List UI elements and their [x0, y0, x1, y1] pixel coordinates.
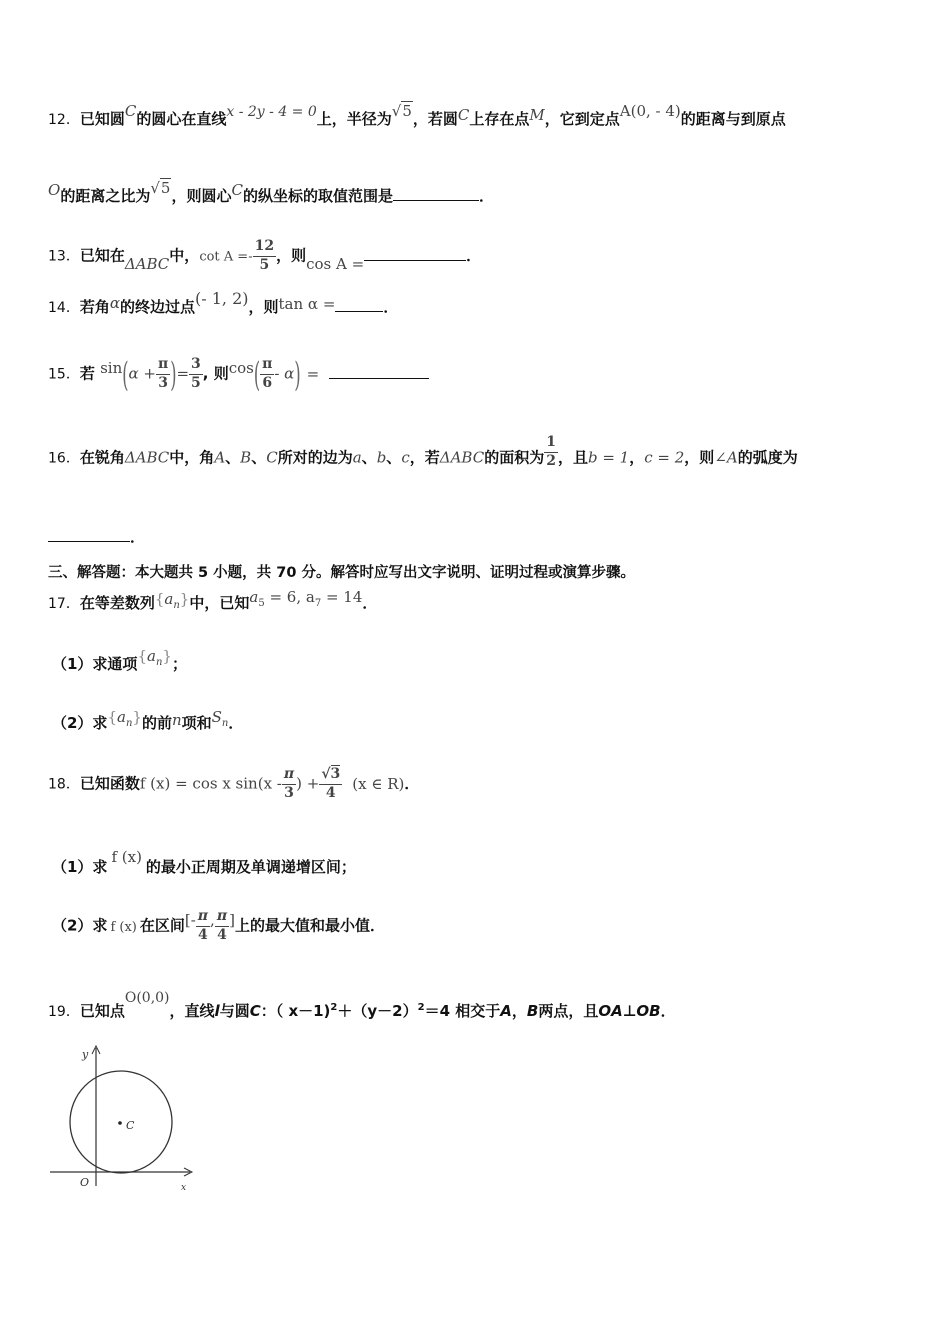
question-16-answer-line: ． — [48, 526, 145, 547]
question-12-line-1: 12．已知圆C的圆心在直线x - 2y - 4 = 0上，半径为√5，若圆C上存在点M，它到定点A(0, - 4)的距离与到原点 — [48, 102, 786, 128]
sqrt-5: √5 — [391, 102, 412, 120]
circle-figure — [44, 1040, 204, 1200]
answer-blank[interactable] — [364, 259, 466, 261]
answer-blank[interactable] — [329, 377, 429, 379]
question-16: 16．在锐角ΔABC中，角A、B、C所对的边为a、b、c，若ΔABC的面积为 $\frac{1}{2}$ ，且b = 1，c = 2，则∠A的弧度为 — [48, 434, 798, 469]
fraction-pi-4: $\frac{\pi}{4}$ — [197, 908, 209, 943]
origin-label: O — [80, 1176, 90, 1189]
section-3-heading: 三、解答题：本大题共 5 小题，共 70 分。解答时应写出文字说明、证明过程或演算步骤。 — [48, 565, 635, 581]
question-15: 15．若 sin(α + $\frac{\pi}{3}$ )= $\frac{3}{5}$ , 则cos( $\frac{\pi}{6}$ - α) = — [48, 356, 429, 392]
fraction-3-5: $\frac{3}{5}$ — [191, 356, 201, 391]
question-17-part-2: （2）求$\{a_n\}$的前n项和$S_n$． — [52, 708, 244, 732]
fraction-pi-3: $\frac{\pi}{3}$ — [157, 356, 169, 391]
fraction-1-2: $\frac{1}{2}$ — [546, 434, 556, 469]
center-point — [118, 1121, 122, 1125]
answer-blank[interactable] — [335, 310, 383, 312]
question-14: 14．若角α的终边过点(- 1, 2)，则tan α = ． — [48, 289, 399, 316]
sqrt-5: √5 — [150, 179, 171, 197]
fraction-sqrt3-4: $\frac{√3}{4}$ — [321, 766, 341, 801]
question-18: 18．已知函数f (x) = cos x sin(x - $\frac{\pi}{3}$ ) + $\frac{√3}{4}$ (x ∈ R)． — [48, 766, 420, 801]
fraction-pi-4: $\frac{\pi}{4}$ — [216, 908, 228, 943]
question-12-line-2: O的距离之比为√5，则圆心C的纵坐标的取值范围是 ． — [48, 179, 494, 205]
answer-blank[interactable] — [48, 540, 130, 542]
question-17: 17．在等差数列$\{a_n\}$中，已知$a_5 = 6$, $a_7 = 14$． — [48, 588, 378, 612]
center-label: C — [126, 1119, 135, 1132]
question-19: 19．已知点O(0,0)，直线l与圆C：（ $x-1)^2+(y-2)^2=4$ 相交于A，B两点，且OA⊥OB． — [48, 990, 676, 1020]
question-18-part-2: （2）求 f (x) 在区间[- $\frac{\pi}{4}$ , $\frac{\pi}{4}$ ]上的最大值和最小值． — [52, 908, 385, 943]
question-17-part-1: （1）求通项$\{a_n\}$； — [52, 647, 187, 673]
x-axis-label: x — [181, 1183, 187, 1193]
fraction-pi-6: $\frac{\pi}{6}$ — [262, 356, 273, 391]
y-axis-label: y — [82, 1048, 89, 1061]
question-18-part-1: （1）求f (x)的最小正周期及单调递增区间； — [52, 848, 356, 876]
question-13: 13．已知在ΔABC中，cot A =- $\frac{12}{5}$ ，则cos A = ． — [48, 238, 482, 273]
fraction-pi-3: $\frac{\pi}{3}$ — [283, 766, 295, 801]
fraction-12-5: $\frac{12}{5}$ — [254, 238, 275, 273]
answer-blank[interactable] — [393, 199, 479, 201]
